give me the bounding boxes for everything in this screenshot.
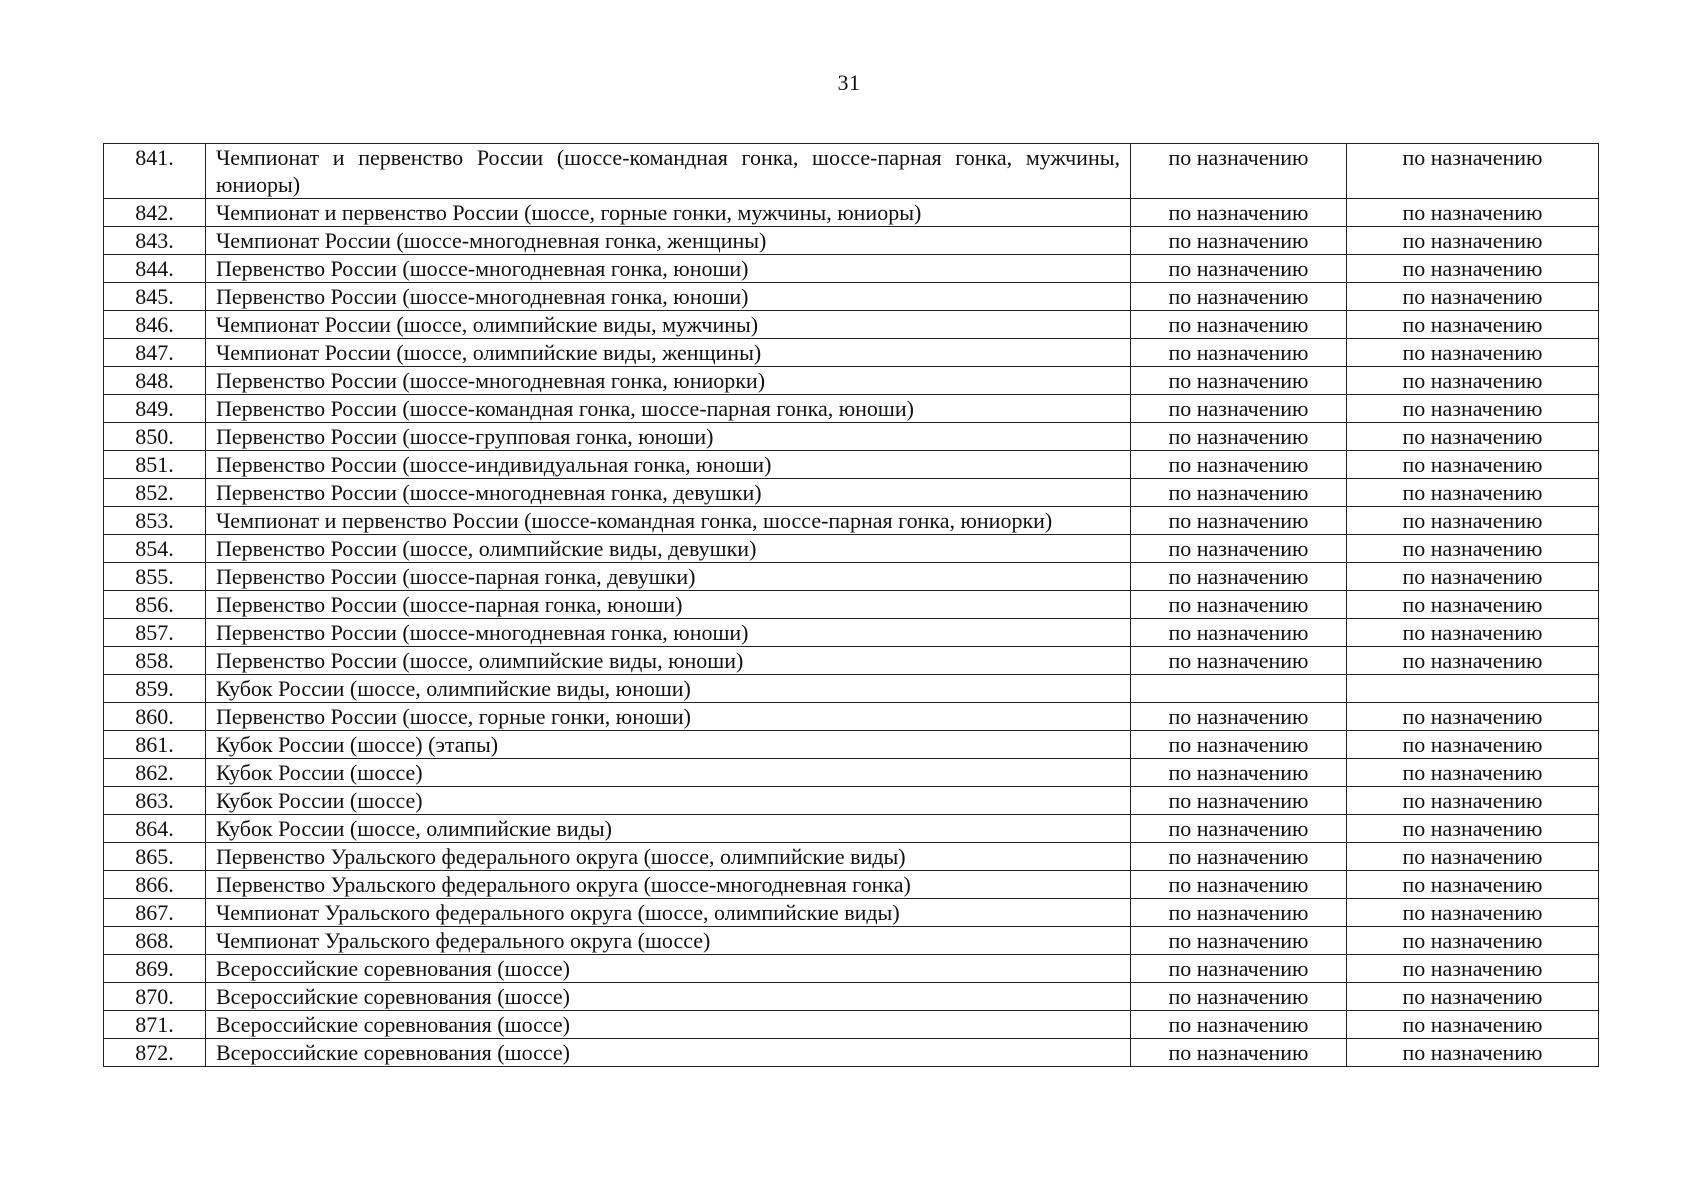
events-table-body (104, 144, 1599, 1067)
table-row (104, 227, 1599, 255)
col-b-value: по назначению (1347, 451, 1599, 479)
table-row (104, 311, 1599, 339)
event-name: Кубок России (шоссе) (206, 759, 1131, 787)
row-number: 841. (104, 144, 206, 199)
event-name: Первенство Уральского федерального округа (шоссе-многодневная гонка) (206, 871, 1131, 899)
col-a-value: по назначению (1131, 535, 1347, 563)
event-name: Кубок России (шоссе, олимпийские виды, юноши) (206, 675, 1131, 703)
row-number: 857. (104, 619, 206, 647)
event-name: Первенство России (шоссе-многодневная гонка, юниорки) (206, 367, 1131, 395)
table-row (104, 787, 1599, 815)
row-number: 849. (104, 395, 206, 423)
col-a-value: по назначению (1131, 591, 1347, 619)
col-b-value: по назначению (1347, 311, 1599, 339)
row-number: 871. (104, 1011, 206, 1039)
table-row (104, 843, 1599, 871)
col-a-value: по назначению (1131, 787, 1347, 815)
col-a-value: по назначению (1131, 927, 1347, 955)
col-b-value: по назначению (1347, 339, 1599, 367)
row-number: 856. (104, 591, 206, 619)
table-row (104, 144, 1599, 199)
row-number: 872. (104, 1039, 206, 1067)
col-b-value: по назначению (1347, 815, 1599, 843)
row-number: 852. (104, 479, 206, 507)
col-a-value: по назначению (1131, 227, 1347, 255)
col-a-value: по назначению (1131, 339, 1347, 367)
event-name: Чемпионат России (шоссе, олимпийские виды, мужчины) (206, 311, 1131, 339)
event-name: Первенство России (шоссе-парная гонка, юноши) (206, 591, 1131, 619)
event-name: Чемпионат Уральского федерального округа (шоссе, олимпийские виды) (206, 899, 1131, 927)
col-b-value: по назначению (1347, 647, 1599, 675)
event-name: Первенство России (шоссе-индивидуальная гонка, юноши) (206, 451, 1131, 479)
table-row (104, 1039, 1599, 1067)
table-row (104, 899, 1599, 927)
col-a-value: по назначению (1131, 255, 1347, 283)
row-number: 864. (104, 815, 206, 843)
col-a-value: по назначению (1131, 871, 1347, 899)
table-row (104, 759, 1599, 787)
table-row (104, 535, 1599, 563)
page-number: 31 (837, 70, 861, 95)
event-name: Чемпионат и первенство России (шоссе-командная гонка, шоссе-парная гонка, юниорки) (206, 507, 1131, 535)
table-row (104, 339, 1599, 367)
table-row (104, 675, 1599, 703)
table-row (104, 871, 1599, 899)
event-name: Всероссийские соревнования (шоссе) (206, 1011, 1131, 1039)
row-number: 846. (104, 311, 206, 339)
event-name: Первенство Уральского федерального округа (шоссе, олимпийские виды) (206, 843, 1131, 871)
col-a-value: по назначению (1131, 283, 1347, 311)
event-name: Первенство России (шоссе-многодневная гонка, юноши) (206, 619, 1131, 647)
col-a-value: по назначению (1131, 311, 1347, 339)
col-a-value: по назначению (1131, 1039, 1347, 1067)
row-number: 868. (104, 927, 206, 955)
events-table (103, 143, 1599, 1067)
col-b-value: по назначению (1347, 423, 1599, 451)
table-row (104, 1011, 1599, 1039)
col-a-value: по назначению (1131, 815, 1347, 843)
col-a-value: по назначению (1131, 423, 1347, 451)
event-name: Первенство России (шоссе-многодневная гонка, юноши) (206, 255, 1131, 283)
col-b-value: по назначению (1347, 591, 1599, 619)
row-number: 855. (104, 563, 206, 591)
col-a-value: по назначению (1131, 199, 1347, 227)
row-number: 847. (104, 339, 206, 367)
col-b-value: по назначению (1347, 283, 1599, 311)
col-b-value: по назначению (1347, 227, 1599, 255)
table-row (104, 815, 1599, 843)
col-b-value: по назначению (1347, 927, 1599, 955)
col-b-value: по назначению (1347, 1011, 1599, 1039)
table-row (104, 423, 1599, 451)
event-name: Первенство России (шоссе, горные гонки, юноши) (206, 703, 1131, 731)
event-name: Первенство России (шоссе-командная гонка, шоссе-парная гонка, юноши) (206, 395, 1131, 423)
col-b-value: по назначению (1347, 899, 1599, 927)
col-b-value (1347, 675, 1599, 703)
event-name: Кубок России (шоссе) (этапы) (206, 731, 1131, 759)
row-number: 848. (104, 367, 206, 395)
table-row (104, 955, 1599, 983)
col-a-value: по назначению (1131, 507, 1347, 535)
row-number: 860. (104, 703, 206, 731)
event-name: Чемпионат и первенство России (шоссе-командная гонка, шоссе-парная гонка, мужчины, юниоры) (206, 144, 1131, 199)
row-number: 850. (104, 423, 206, 451)
col-b-value: по назначению (1347, 535, 1599, 563)
col-b-value: по назначению (1347, 871, 1599, 899)
row-number: 870. (104, 983, 206, 1011)
col-b-value: по назначению (1347, 255, 1599, 283)
row-number: 867. (104, 899, 206, 927)
row-number: 863. (104, 787, 206, 815)
event-name: Чемпионат и первенство России (шоссе, горные гонки, мужчины, юниоры) (206, 199, 1131, 227)
event-name: Чемпионат Уральского федерального округа (шоссе) (206, 927, 1131, 955)
col-a-value: по назначению (1131, 395, 1347, 423)
table-row (104, 507, 1599, 535)
col-b-value: по назначению (1347, 731, 1599, 759)
row-number: 861. (104, 731, 206, 759)
col-a-value: по назначению (1131, 144, 1347, 199)
event-name: Первенство России (шоссе-многодневная гонка, девушки) (206, 479, 1131, 507)
col-b-value: по назначению (1347, 619, 1599, 647)
table-row (104, 283, 1599, 311)
col-a-value: по назначению (1131, 451, 1347, 479)
col-a-value: по назначению (1131, 563, 1347, 591)
col-b-value: по назначению (1347, 703, 1599, 731)
col-b-value: по назначению (1347, 955, 1599, 983)
table-row (104, 731, 1599, 759)
event-name: Первенство России (шоссе-групповая гонка, юноши) (206, 423, 1131, 451)
col-b-value: по назначению (1347, 1039, 1599, 1067)
col-b-value: по назначению (1347, 479, 1599, 507)
table-row (104, 591, 1599, 619)
table-row (104, 479, 1599, 507)
row-number: 844. (104, 255, 206, 283)
event-name: Чемпионат России (шоссе-многодневная гонка, женщины) (206, 227, 1131, 255)
table-row (104, 395, 1599, 423)
event-name: Кубок России (шоссе, олимпийские виды) (206, 815, 1131, 843)
table-row (104, 367, 1599, 395)
event-name: Первенство России (шоссе, олимпийские виды, юноши) (206, 647, 1131, 675)
table-row (104, 927, 1599, 955)
row-number: 851. (104, 451, 206, 479)
col-a-value: по назначению (1131, 619, 1347, 647)
col-b-value: по назначению (1347, 759, 1599, 787)
col-a-value: по назначению (1131, 647, 1347, 675)
row-number: 859. (104, 675, 206, 703)
row-number: 854. (104, 535, 206, 563)
event-name: Всероссийские соревнования (шоссе) (206, 955, 1131, 983)
col-b-value: по назначению (1347, 787, 1599, 815)
col-b-value: по назначению (1347, 395, 1599, 423)
table-row (104, 255, 1599, 283)
table-row (104, 703, 1599, 731)
event-name: Чемпионат России (шоссе, олимпийские виды, женщины) (206, 339, 1131, 367)
table-row (104, 983, 1599, 1011)
col-a-value: по назначению (1131, 479, 1347, 507)
row-number: 845. (104, 283, 206, 311)
event-name: Первенство России (шоссе-многодневная гонка, юноши) (206, 283, 1131, 311)
row-number: 869. (104, 955, 206, 983)
col-a-value: по назначению (1131, 983, 1347, 1011)
col-b-value: по назначению (1347, 144, 1599, 199)
table-row (104, 451, 1599, 479)
col-a-value: по назначению (1131, 367, 1347, 395)
col-a-value: по назначению (1131, 703, 1347, 731)
col-a-value: по назначению (1131, 731, 1347, 759)
table-row (104, 563, 1599, 591)
col-a-value: по назначению (1131, 1011, 1347, 1039)
event-name: Всероссийские соревнования (шоссе) (206, 983, 1131, 1011)
event-name: Первенство России (шоссе-парная гонка, девушки) (206, 563, 1131, 591)
col-a-value: по назначению (1131, 843, 1347, 871)
row-number: 842. (104, 199, 206, 227)
col-a-value: по назначению (1131, 759, 1347, 787)
col-a-value: по назначению (1131, 955, 1347, 983)
row-number: 858. (104, 647, 206, 675)
event-name: Кубок России (шоссе) (206, 787, 1131, 815)
row-number: 862. (104, 759, 206, 787)
col-b-value: по назначению (1347, 507, 1599, 535)
col-b-value: по назначению (1347, 563, 1599, 591)
col-b-value: по назначению (1347, 983, 1599, 1011)
row-number: 866. (104, 871, 206, 899)
table-row (104, 619, 1599, 647)
row-number: 853. (104, 507, 206, 535)
col-a-value (1131, 675, 1347, 703)
col-b-value: по назначению (1347, 843, 1599, 871)
table-row (104, 647, 1599, 675)
row-number: 865. (104, 843, 206, 871)
col-b-value: по назначению (1347, 199, 1599, 227)
col-b-value: по назначению (1347, 367, 1599, 395)
event-name: Первенство России (шоссе, олимпийские виды, девушки) (206, 535, 1131, 563)
table-row (104, 199, 1599, 227)
col-a-value: по назначению (1131, 899, 1347, 927)
row-number: 843. (104, 227, 206, 255)
event-name: Всероссийские соревнования (шоссе) (206, 1039, 1131, 1067)
